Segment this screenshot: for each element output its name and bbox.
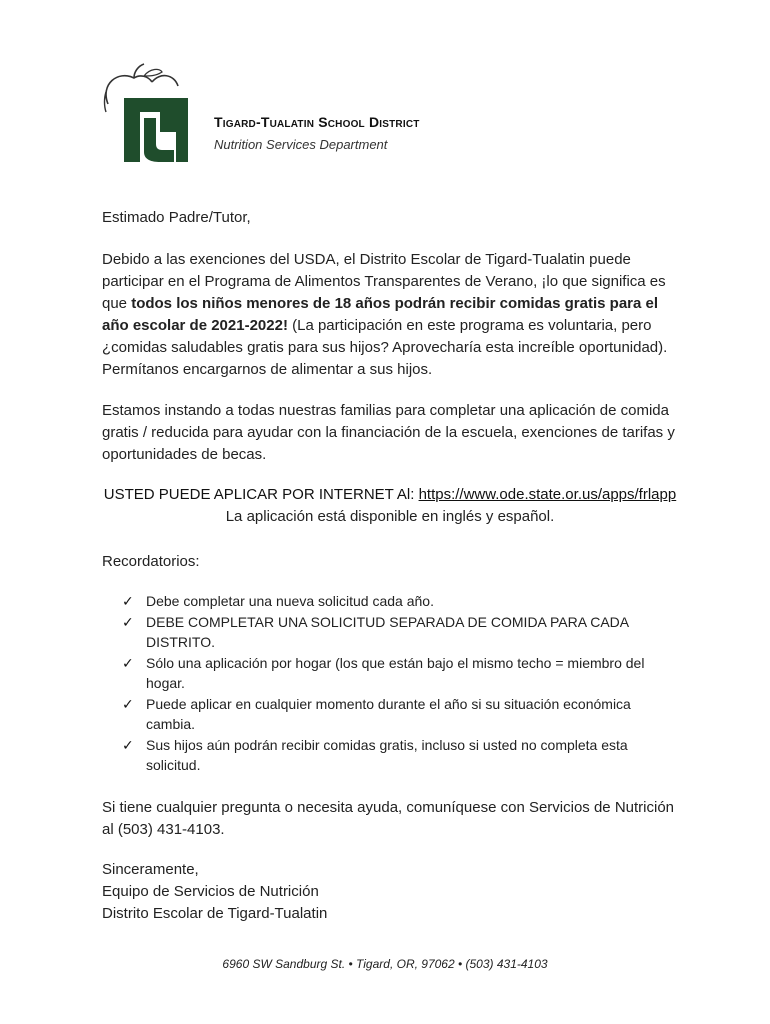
reminder-text: Sus hijos aún podrán recibir comidas gratis, incluso si usted no completa esta solicitud.: [146, 736, 628, 773]
closing-signature: [102, 859, 682, 925]
checkmark-icon: ✓: [122, 654, 134, 671]
reminder-text: Debe completar una nueva solicitud cada año.: [146, 593, 434, 609]
signature-team: Equipo de Servicios de Nutrición: [102, 883, 319, 900]
language-note: La aplicación está disponible en inglés y español.: [225, 508, 555, 525]
checkmark-icon: ✓: [122, 695, 134, 712]
signature-district: Distrito Escolar de Tigard-Tualatin: [102, 905, 328, 922]
list-item: [122, 694, 682, 735]
checkmark-icon: ✓: [122, 736, 134, 753]
department-name: Nutrition Services Department: [214, 137, 388, 152]
paragraph-application: Estamos instando a todas nuestras familias para completar una aplicación de comida gratis / reducida para ayudar con la financiación de la escuela, exenciones de tarifas y oportunidades de becas.: [102, 402, 675, 463]
salutation: Estimado Padre/Tutor,: [102, 209, 251, 226]
paragraph-text: (La participación en este programa es voluntaria, pero ¿comidas saludables gratis para sus hijos? Aprovecharía esta increíble oportunidad). Permítanos encargarnos de alimentar a sus hijos.: [102, 317, 668, 378]
reminder-text: Sólo una aplicación por hogar (los que están bajo el mismo techo = miembro del hogar.: [146, 654, 645, 691]
reminder-text: Puede aplicar en cualquier momento durante el año si su situación económica cambia.: [146, 695, 631, 732]
paragraph-eligibility: [102, 249, 682, 381]
apply-online-line: [90, 486, 690, 503]
apply-prefix: USTED PUEDE APLICAR POR INTERNET Al:: [103, 486, 419, 503]
closing-line: Sinceramente,: [102, 861, 199, 878]
application-link[interactable]: https://www.ode.state.or.us/apps/frlapp: [418, 486, 677, 503]
checkmark-icon: ✓: [122, 613, 134, 630]
paragraph-text: Debido a las exenciones del USDA, el Distrito Escolar de Tigard-Tualatin puede participar en el Programa de Alimentos Transparentes de Verano, ¡lo que significa es que: [102, 251, 666, 312]
list-item: [122, 735, 682, 776]
district-name: Tigard-Tualatin School District: [214, 114, 420, 130]
contact-paragraph: Si tiene cualquier pregunta o necesita ayuda, comuníquese con Servicios de Nutrición al (503) 431-4103.: [102, 799, 675, 838]
apple-tt-logo-icon: [100, 62, 194, 166]
list-item: [122, 591, 682, 612]
checkmark-icon: ✓: [122, 593, 134, 609]
reminder-text: DEBE COMPLETAR UNA SOLICITUD SEPARADA DE COMIDA PARA CADA DISTRITO.: [146, 613, 629, 650]
reminders-title: Recordatorios:: [102, 553, 200, 570]
reminders-list: [122, 591, 682, 776]
list-item: [122, 653, 682, 694]
eligibility-highlight: todos los niños menores de 18 años podrán recibir comidas gratis para el año escolar de 2021-2022!: [102, 295, 659, 334]
footer-address: 6960 SW Sandburg St. • Tigard, OR, 97062 • (503) 431-4103: [222, 957, 548, 971]
list-item: [122, 612, 682, 653]
